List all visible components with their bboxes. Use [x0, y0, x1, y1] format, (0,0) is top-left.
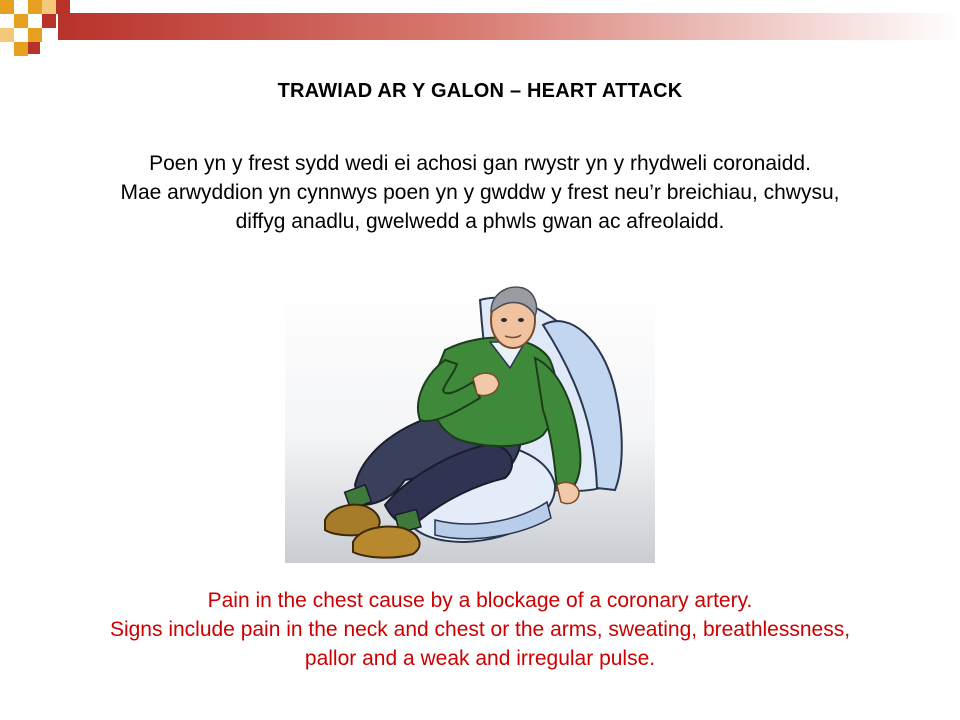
english-line-2: Signs include pain in the neck and chest or the arms, sweating, breathlessness, [109, 618, 851, 641]
welsh-line-2: Mae arwyddion yn cynnwys poen yn y gwddw y frest neu’r breichiau, chwysu, [120, 181, 840, 204]
welsh-description [40, 149, 920, 236]
english-line-3: pallor and a weak and irregular pulse. [304, 647, 656, 670]
english-line-1: Pain in the chest cause by a blockage of a coronary artery. [207, 589, 753, 612]
heart-attack-illustration [285, 280, 655, 563]
english-description [40, 586, 920, 673]
slide-title: TRAWIAD AR Y GALON – HEART ATTACK [277, 80, 683, 102]
welsh-line-1: Poen yn y frest sydd wedi ei achosi gan rwystr yn y rhydweli coronaidd. [149, 152, 811, 175]
welsh-line-3: diffyg anadlu, gwelwedd a phwls gwan ac afreolaidd. [235, 210, 725, 233]
header-decoration [0, 0, 960, 60]
